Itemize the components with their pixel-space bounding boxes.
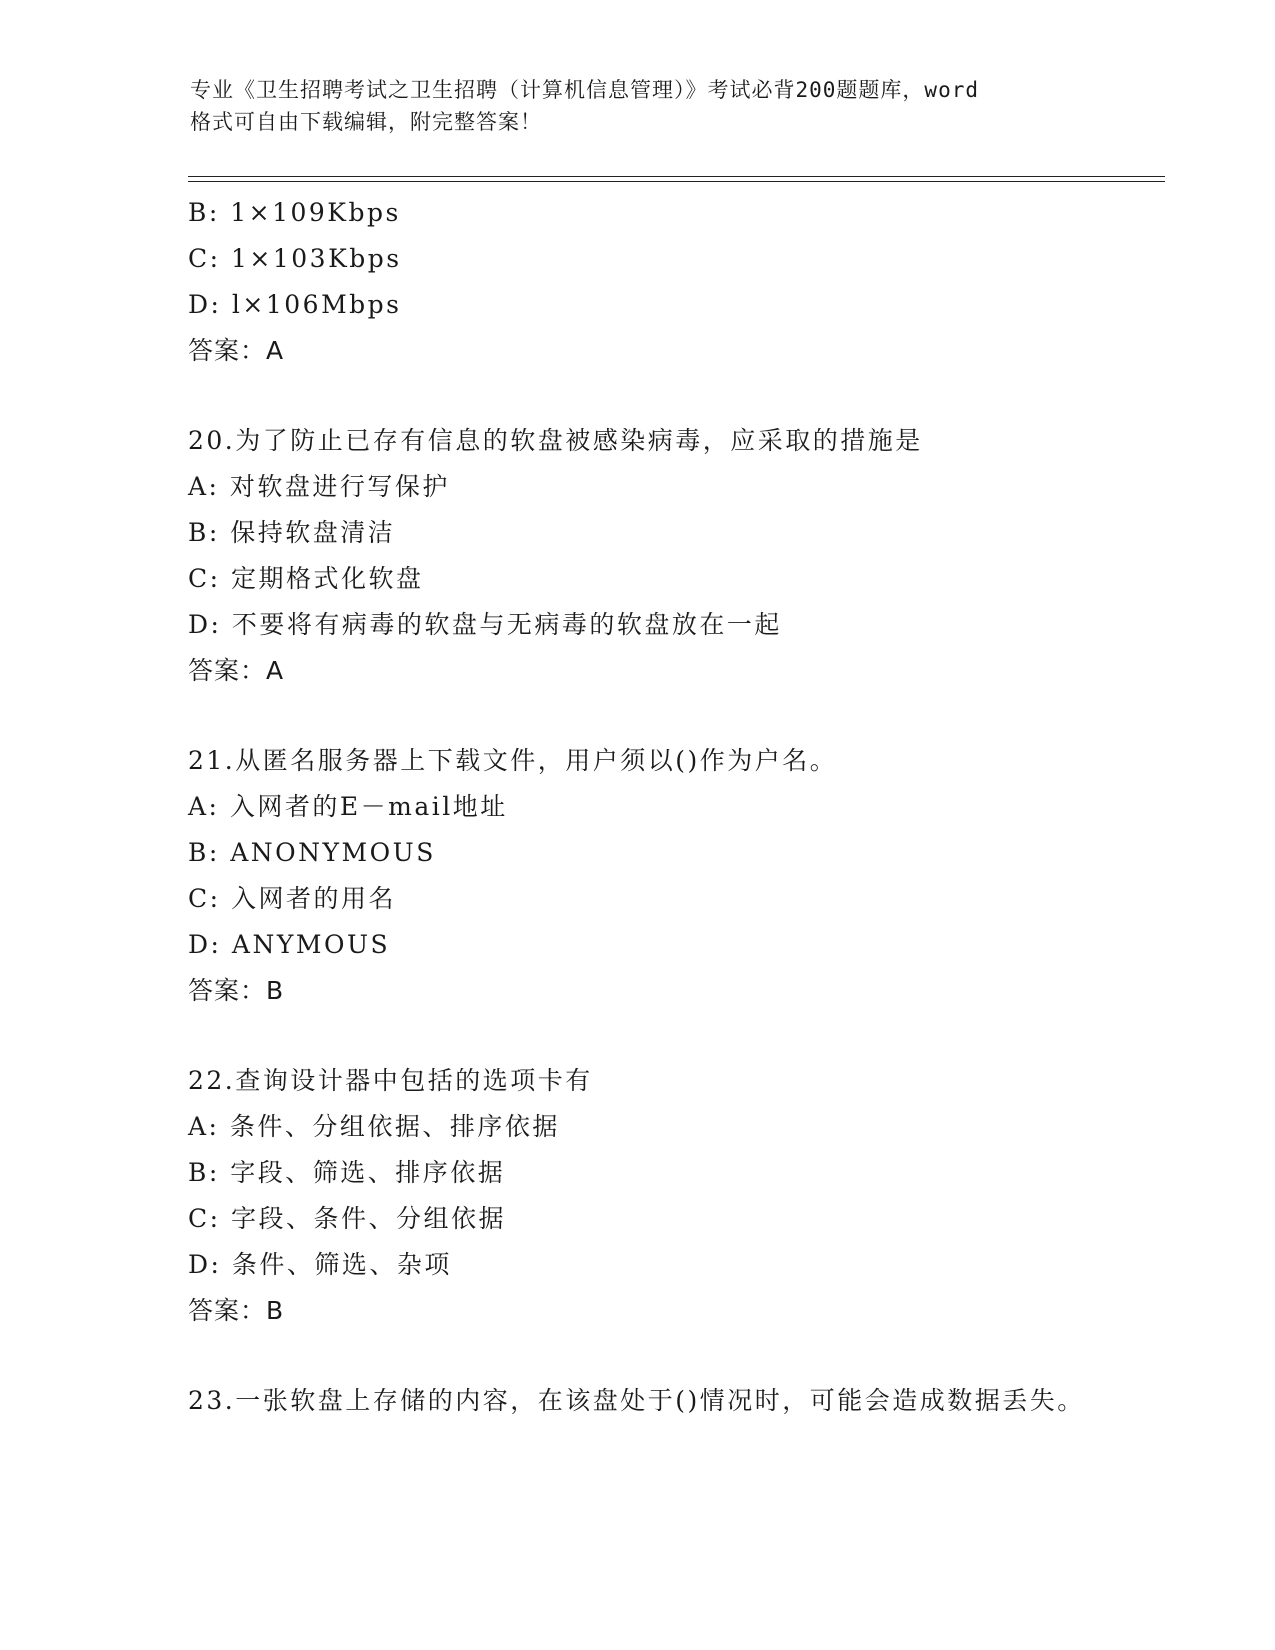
document-header <box>190 74 1090 138</box>
question-stem: 21.从匿名服务器上下载文件，用户须以()作为户名。 <box>188 746 838 775</box>
option-b: B: 字段、筛选、排序依据 <box>188 1158 506 1187</box>
question-stem: 23.一张软盘上存储的内容，在该盘处于()情况时，可能会造成数据丢失。 <box>188 1386 1085 1415</box>
option-d: D: 不要将有病毒的软盘与无病毒的软盘放在一起 <box>188 610 782 639</box>
option-c: C: 字段、条件、分组依据 <box>188 1204 506 1233</box>
option-a: A: 对软盘进行写保护 <box>188 472 450 501</box>
question-stem: 22.查询设计器中包括的选项卡有 <box>188 1066 593 1095</box>
question-22 <box>188 1058 1088 1334</box>
option-c: C: 入网者的用名 <box>188 884 396 913</box>
option-c: C: 定期格式化软盘 <box>188 564 424 593</box>
option-c: C: 1×103Kbps <box>188 244 402 273</box>
answer-label: 答案：A <box>188 656 285 685</box>
header-line-1: 专业《卫生招聘考试之卫生招聘（计算机信息管理）》考试必背200题题库，word <box>190 78 979 102</box>
question-20 <box>188 418 1088 694</box>
option-b: B: ANONYMOUS <box>188 838 436 867</box>
header-divider-top <box>188 176 1165 177</box>
answer-label: 答案：A <box>188 336 285 365</box>
option-a: A: 条件、分组依据、排序依据 <box>188 1112 560 1141</box>
answer-label: 答案：B <box>188 1296 285 1325</box>
question-stem: 20.为了防止已存有信息的软盘被感染病毒，应采取的措施是 <box>188 426 923 455</box>
question-19-partial <box>188 190 1088 374</box>
header-divider-bottom <box>188 181 1165 182</box>
option-d: D: ANYMOUS <box>188 930 391 959</box>
option-b: B: 1×109Kbps <box>188 198 401 227</box>
option-d: D: l×106Mbps <box>188 290 402 319</box>
question-list <box>188 190 1088 1424</box>
answer-label: 答案：B <box>188 976 285 1005</box>
option-b: B: 保持软盘清洁 <box>188 518 396 547</box>
question-21 <box>188 738 1088 1014</box>
header-line-2: 格式可自由下载编辑，附完整答案！ <box>190 110 542 134</box>
option-a: A: 入网者的E－mail地址 <box>188 792 508 821</box>
question-23 <box>188 1378 1088 1424</box>
option-d: D: 条件、筛选、杂项 <box>188 1250 452 1279</box>
